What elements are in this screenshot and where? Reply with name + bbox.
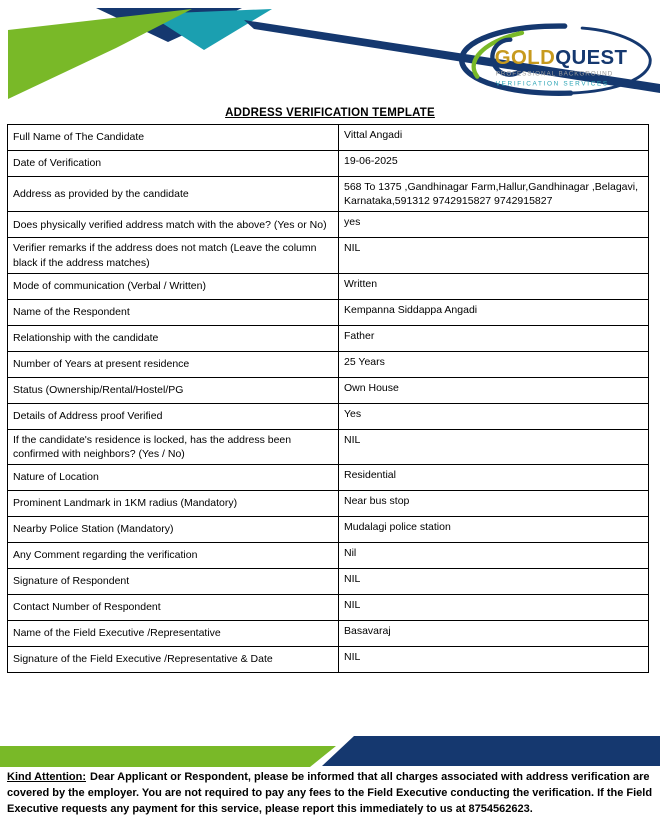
field-label: Name of the Field Executive /Representative — [8, 621, 339, 647]
field-value: NIL — [339, 429, 649, 464]
table-row — [8, 177, 649, 212]
field-value: Near bus stop — [339, 491, 649, 517]
logo-tagline-1: PROFESSIONAL BACKGROUND — [495, 70, 614, 78]
field-label: Signature of Respondent — [8, 569, 339, 595]
field-label: Signature of the Field Executive /Representative & Date — [8, 647, 339, 673]
field-label: Any Comment regarding the verification — [8, 543, 339, 569]
field-value: Residential — [339, 465, 649, 491]
field-value: Mudalagi police station — [339, 517, 649, 543]
table-row — [8, 238, 649, 273]
footer-attention-label: Kind Attention: — [7, 771, 87, 783]
field-label: Verifier remarks if the address does not match (Leave the column black if the address matches) — [8, 238, 339, 273]
table-row — [8, 125, 649, 151]
field-value: Kempanna Siddappa Angadi — [339, 299, 649, 325]
field-label: Address as provided by the candidate — [8, 177, 339, 212]
verification-table — [7, 124, 649, 673]
table-row — [8, 543, 649, 569]
field-value: Father — [339, 325, 649, 351]
footer-body-text: Dear Applicant or Respondent, please be informed that all charges associated with address verification are covered by the employer. You are not required to pay any fees to the Field Executive conducting the verification. If the Field Executive requests any payment for this service, please report this immediately to us at 8754562623. — [7, 771, 653, 815]
table-row — [8, 569, 649, 595]
field-value: NIL — [339, 238, 649, 273]
field-value: yes — [339, 212, 649, 238]
field-label: Status (Ownership/Rental/Hostel/PG — [8, 377, 339, 403]
field-label: Date of Verification — [8, 151, 339, 177]
field-value: Own House — [339, 377, 649, 403]
field-value: Nil — [339, 543, 649, 569]
field-label: Name of the Respondent — [8, 299, 339, 325]
field-label: Does physically verified address match with the above? (Yes or No) — [8, 212, 339, 238]
field-label: Details of Address proof Verified — [8, 403, 339, 429]
logo-tagline-2: VERIFICATION SERVICES — [495, 80, 609, 88]
field-label: Nearby Police Station (Mandatory) — [8, 517, 339, 543]
table-row — [8, 595, 649, 621]
field-value: NIL — [339, 647, 649, 673]
table-row — [8, 273, 649, 299]
green-band-shape — [0, 746, 336, 767]
field-label: Full Name of The Candidate — [8, 125, 339, 151]
bottom-banner-decoration — [0, 736, 660, 770]
field-value: NIL — [339, 569, 649, 595]
field-value: Basavaraj — [339, 621, 649, 647]
field-value: Yes — [339, 403, 649, 429]
field-value: 568 To 1375 ,Gandhinagar Farm,Hallur,Gandhinagar ,Belagavi, Karnataka,591312 9742915827 9742915827 — [339, 177, 649, 212]
table-row — [8, 212, 649, 238]
footer-note — [7, 770, 653, 818]
field-label: Contact Number of Respondent — [8, 595, 339, 621]
logo-wordmark: GOLDQUEST — [494, 46, 628, 69]
field-value: 25 Years — [339, 351, 649, 377]
table-row — [8, 299, 649, 325]
table-row — [8, 621, 649, 647]
table-row — [8, 325, 649, 351]
table-row — [8, 491, 649, 517]
green-flag-shape — [8, 9, 192, 99]
table-row — [8, 377, 649, 403]
field-label: Nature of Location — [8, 465, 339, 491]
field-label: If the candidate's residence is locked, has the address been confirmed with neighbors? (Yes / No) — [8, 429, 339, 464]
goldquest-logo — [452, 18, 656, 108]
field-value: Written — [339, 273, 649, 299]
page-title: ADDRESS VERIFICATION TEMPLATE — [225, 107, 435, 119]
field-label: Mode of communication (Verbal / Written) — [8, 273, 339, 299]
table-row — [8, 351, 649, 377]
field-label: Relationship with the candidate — [8, 325, 339, 351]
field-value: 19-06-2025 — [339, 151, 649, 177]
table-row — [8, 465, 649, 491]
table-row — [8, 647, 649, 673]
field-value: NIL — [339, 595, 649, 621]
table-row — [8, 151, 649, 177]
field-label: Number of Years at present residence — [8, 351, 339, 377]
table-row — [8, 517, 649, 543]
field-label: Prominent Landmark in 1KM radius (Mandatory) — [8, 491, 339, 517]
table-row — [8, 403, 649, 429]
table-row — [8, 429, 649, 464]
verification-table-body — [8, 125, 649, 673]
field-value: Vittal Angadi — [339, 125, 649, 151]
navy-band-shape — [322, 736, 660, 766]
